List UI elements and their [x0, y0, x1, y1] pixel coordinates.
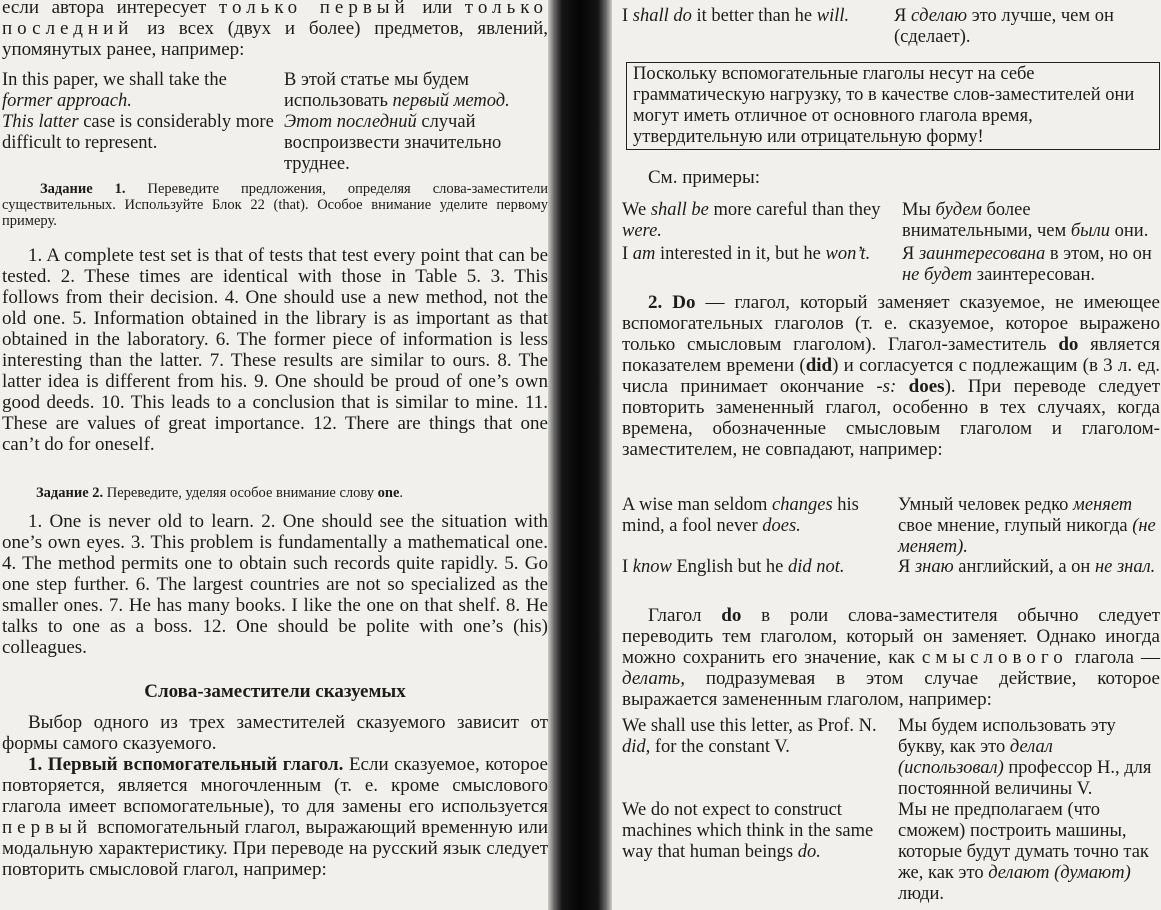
english-example: A wise man seldom changes his mind, a fool never does.	[622, 495, 859, 536]
english-example: We shall be more careful than they were.	[622, 200, 881, 241]
russian-translation: Мы будем более внимательными, чем были они.	[902, 200, 1149, 241]
example-pair	[622, 495, 1160, 558]
russian-translation: Я знаю английский, а он не знал.	[898, 557, 1156, 577]
english-example: I shall do it better than he will.	[622, 6, 850, 26]
example-pair	[622, 716, 1160, 800]
task-1-heading: Задание 1. Переведите предложения, определяя слова-заместители существительных. Используйте Блок 22 (that). Особое внимание уделите первому примеру.	[2, 181, 548, 229]
russian-translation: В этой статье мы будем использовать первый метод. Этот последний случай воспроизвести значительно труднее.	[284, 70, 510, 174]
task-2-heading: Задание 2. Переведите, уделяя особое внимание слову one.	[36, 485, 404, 501]
book-spine-shadow	[548, 0, 612, 910]
example-pair	[2, 70, 548, 175]
english-example: I know English but he did not.	[622, 557, 845, 577]
russian-translation: Мы будем использовать эту букву, как это делал (использовал) профессор Н., для постоянной величины V.	[898, 716, 1152, 799]
russian-translation: Умный человек редко меняет свое мнение, глупый никогда (не меняет).	[898, 495, 1156, 557]
russian-translation: Я сделаю это лучше, чем он (сделает).	[894, 6, 1114, 47]
english-example: We do not expect to construct machines which think in the same way that human beings do.	[622, 800, 874, 862]
right-page	[612, 0, 1161, 910]
see-examples: См. примеры:	[648, 167, 761, 188]
example-pair	[622, 557, 1160, 578]
left-page	[0, 0, 548, 910]
example-pair	[622, 6, 1160, 48]
example-pair	[622, 800, 1160, 905]
task-2-exercise: 1. One is never old to learn. 2. One should see the situation with one’s own eyes. 3. This problem is fundamentally a mathematical one. 4. The method permits one to obtain such records quite rapidly. 5. Go one step further. 6. The largest countries are not so specialized as the smaller ones. 7. He has many books. I like the one on that shelf. 8. He talks to one as a boss. 12. One should be polite with one’s (his) colleagues.	[2, 511, 548, 658]
english-example: I am interested in it, but he won’t.	[622, 244, 871, 264]
example-pair	[622, 244, 1160, 286]
do-paragraph: 2. Do — глагол, который заменяет сказуемое, не имеющее вспомогательных глаголов (т. е. сказуемое, которое выражено только смысловым глаголом). Глагол-заместитель do является показателем времени (did) и согласуется с подлежащим (в 3 л. ед. числа принимает окончание -s: does). При переводе следует повторить замененный глагол, особенно в тех случаях, когда времена, обозначенные смысловым глаголом и глаголом-заместителем, не совпадают, например:	[622, 292, 1161, 460]
task-1-exercise: 1. A complete test set is that of tests that test every point that can be tested. 2. These times are identical with those in Table 5. 3. This follows from their decision. 4. One should use a new method, not the old one. 5. Information obtained in the library is as important as that obtained in the laboratory. 6. The former piece of information is less interesting than the latter. 7. These results are similar to ours. 8. The latter idea is different from his. 9. One should be proud of one’s own good deeds. 10. This leads to a conclusion that is similar to mine. 11. These are values of great importance. 12. There are things that one can’t do for oneself.	[2, 245, 548, 455]
english-example: In this paper, we shall take the former approach. This latter case is considerably more difficult to represent.	[2, 70, 274, 153]
english-example: We shall use this letter, as Prof. N. did, for the constant V.	[622, 716, 877, 757]
russian-translation: Я заинтересована в этом, но он не будет заинтересован.	[902, 244, 1152, 285]
first-auxiliary-paragraph: 1. Первый вспомогательный глагол. Если сказуемое, которое повторяется, является многочленным (т. е. кроме смыслового глагола имеет вспомогательные), то для замены его используется первый вспомогательный глагол, выражающий временную или модальную характеристику. При переводе на русский язык следует повторить смысловой глагол, например:	[2, 754, 548, 880]
example-pair	[622, 200, 1160, 242]
note-box: Поскольку вспомогательные глаголы несут на себе грамматическую нагрузку, то в качестве слов-заместителей они могут иметь отличное от основного глагола время, утвердительную или отрицательную форму!	[626, 62, 1160, 150]
choice-paragraph: Выбор одного из трех заместителей сказуемого зависит от формы самого сказуемого.	[2, 712, 548, 754]
russian-translation: Мы не предполагаем (что сможем) построить машины, которые будут думать точно так же, как это делают (думают) люди.	[898, 800, 1149, 904]
intro-paragraph: если автора интересует только первый или только последний из всех (двух и более) предметов, явлений, упомянутых ранее, например:	[2, 0, 548, 60]
do-translation-paragraph: Глагол do в роли слова-заместителя обычно следует переводить тем глаголом, который он заменяет. Однако иногда можно сохранить его значение, как смыслового глагола — делать, подразумевая в этом случае действие, которое выражается замененным глаголом, например:	[622, 605, 1160, 710]
section-title: Слова-заместители сказуемых	[144, 681, 406, 702]
